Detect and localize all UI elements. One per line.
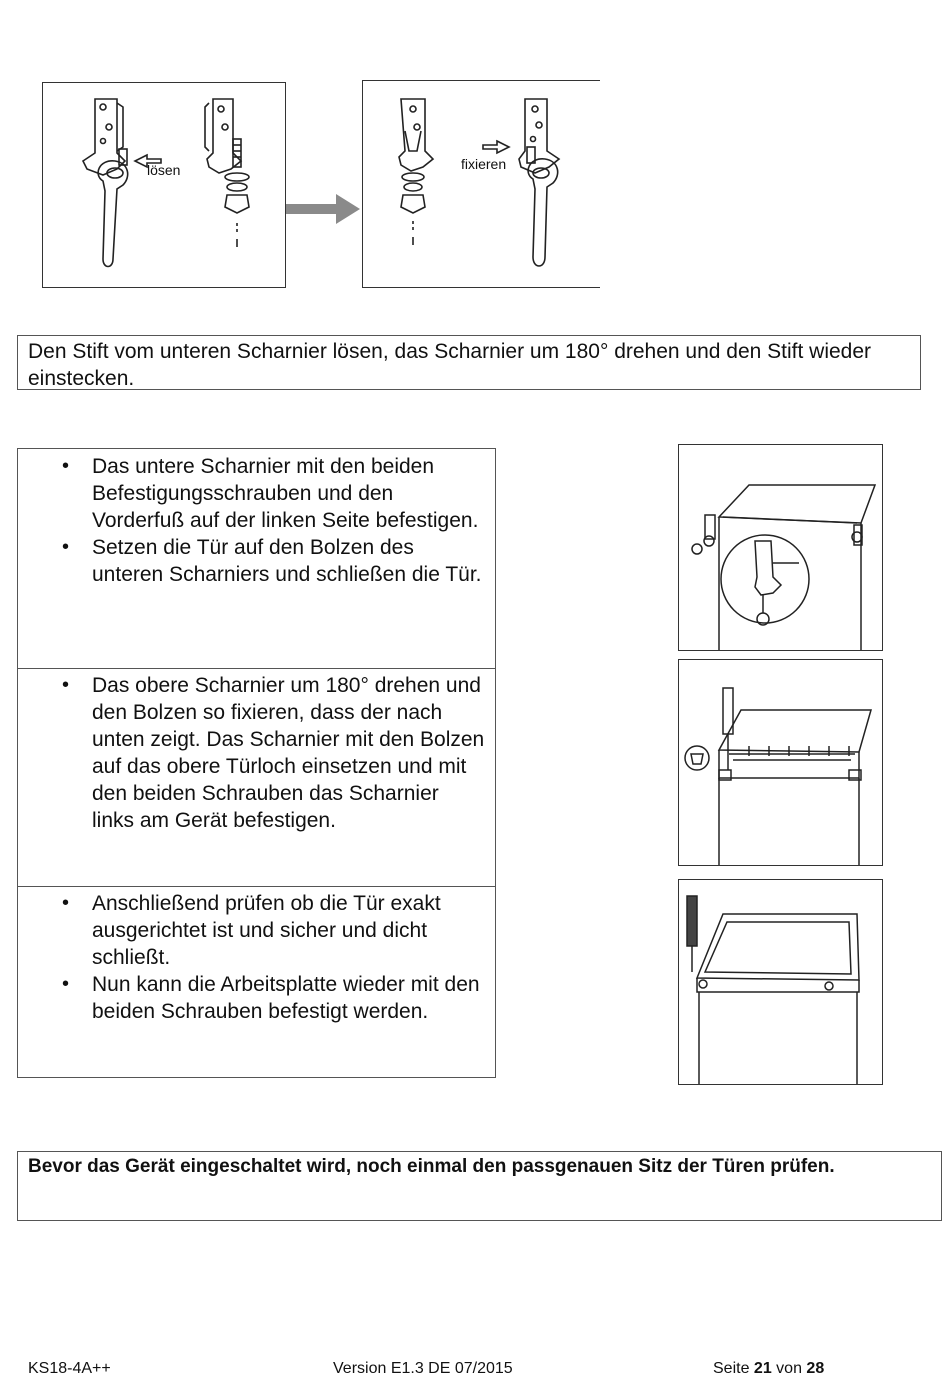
worktop-illustration xyxy=(679,880,882,1084)
steps-table xyxy=(17,448,496,1078)
step-cell-3 xyxy=(18,886,495,1077)
footer-page-total: 28 xyxy=(806,1360,825,1377)
figure-worktop-mount xyxy=(678,879,883,1085)
figure-upper-hinge-mount xyxy=(678,659,883,866)
hinge-loosen-illustration xyxy=(43,83,285,287)
figure-lower-hinge-mount xyxy=(678,444,883,651)
footer-page-number xyxy=(713,1360,824,1378)
hinge-fix-label: fixieren xyxy=(461,156,507,172)
figure-hinge-fix xyxy=(362,80,600,288)
step-1-bullet-2: • Setzen die Tür auf den Bolzen des unteren Scharniers und schließen die Tür. xyxy=(18,534,495,588)
step-1-bullet-1: • Das untere Scharnier mit den beiden Befestigungsschrauben und den Vorderfuß auf der linken Seite befestigen. xyxy=(18,453,495,534)
step-3-bullet-2: • Nun kann die Arbeitsplatte wieder mit den beiden Schrauben befestigt werden. xyxy=(18,971,495,1025)
upper-hinge-illustration xyxy=(679,660,882,865)
hinge-loosen-label: lösen xyxy=(147,162,181,178)
hinge-fix-illustration xyxy=(363,81,599,287)
lower-hinge-illustration xyxy=(679,445,882,650)
transition-arrow-icon xyxy=(286,192,362,226)
final-check-note: Bevor das Gerät eingeschaltet wird, noch einmal den passgenauen Sitz der Türen prüfen. xyxy=(17,1151,942,1221)
step-3-bullet-1: • Anschließend prüfen ob die Tür exakt ausgerichtet ist und sicher und dicht schließt. xyxy=(18,890,495,971)
step-2-bullet-1: • Das obere Scharnier um 180° drehen und den Bolzen so fixieren, dass der nach unten zeigt. Das Scharnier mit den Bolzen auf das obere Türloch einsetzen und mit den beiden Schrauben das Scharnier links am Gerät befestigen. xyxy=(18,672,495,834)
figure-hinge-loosen xyxy=(42,82,286,288)
footer-page-mid: von xyxy=(776,1360,802,1377)
footer-page-prefix: Seite xyxy=(713,1360,750,1377)
footer-page-current: 21 xyxy=(753,1360,772,1377)
hinge-caption: Den Stift vom unteren Scharnier lösen, das Scharnier um 180° drehen und den Stift wieder einstecken. xyxy=(17,335,921,390)
step-cell-2 xyxy=(18,668,495,886)
footer-model: KS18-4A++ xyxy=(28,1360,111,1377)
step-cell-1 xyxy=(18,449,495,668)
footer-version: Version E1.3 DE 07/2015 xyxy=(333,1360,513,1377)
